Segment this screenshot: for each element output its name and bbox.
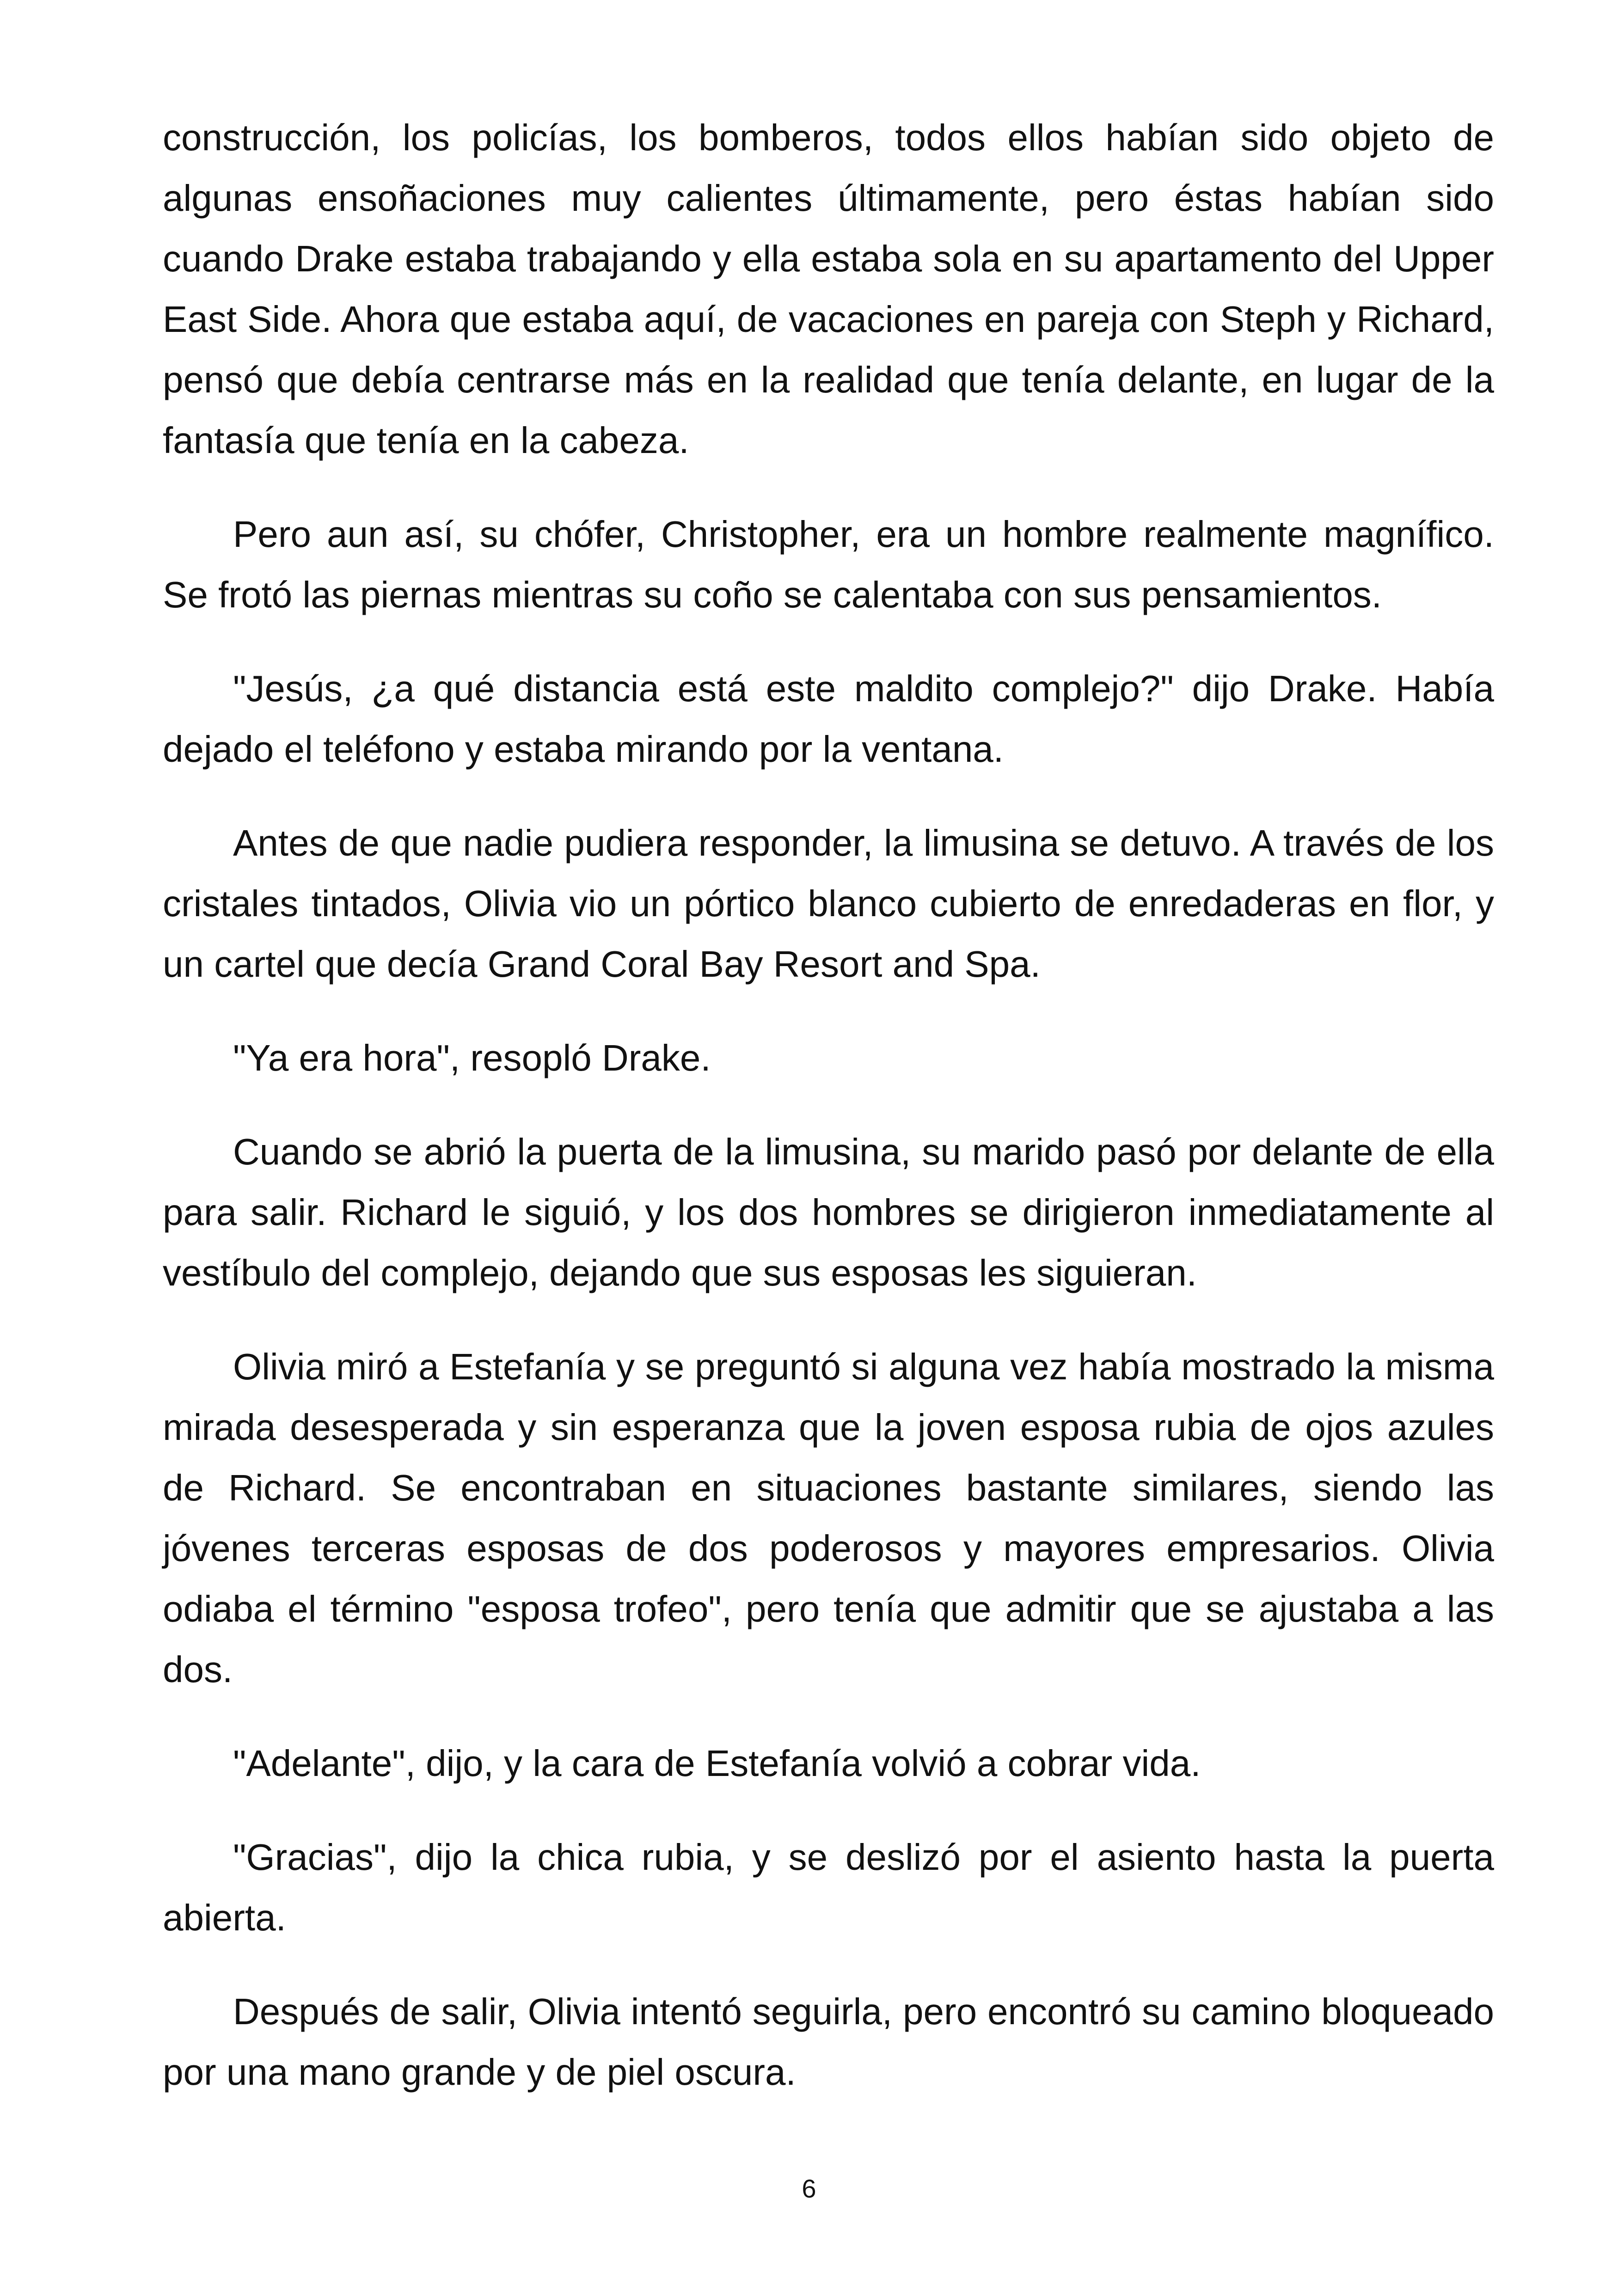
paragraph: Cuando se abrió la puerta de la limusina, su marido pasó por delante de ella para salir. Richard le siguió, y los dos hombres se dirigieron inmediatamente al vestíbulo del complejo, dejando que sus esposas les siguieran. (163, 1131, 1494, 1293)
paragraph: "Adelante", dijo, y la cara de Estefanía volvió a cobrar vida. (233, 1743, 1201, 1784)
paragraph: Después de salir, Olivia intentó seguirla, pero encontró su camino bloqueado por una mano grande y de piel oscura. (163, 1991, 1494, 2093)
paragraph: "Gracias", dijo la chica rubia, y se deslizó por el asiento hasta la puerta abierta. (163, 1837, 1494, 1938)
page-text-body (163, 107, 1494, 2136)
paragraph: "Ya era hora", resopló Drake. (233, 1037, 711, 1078)
paragraph: Antes de que nadie pudiera responder, la limusina se detuvo. A través de los cristales tintados, Olivia vio un pórtico blanco cubierto de enredaderas en flor, y un cartel que decía Grand Coral Bay Resort and Spa. (163, 822, 1494, 985)
paragraph: "Jesús, ¿a qué distancia está este maldito complejo?" dijo Drake. Había dejado el teléfono y estaba mirando por la ventana. (163, 668, 1494, 770)
paragraph: construcción, los policías, los bomberos, todos ellos habían sido objeto de algunas ensoñaciones muy calientes últimamente, pero éstas habían sido cuando Drake estaba trabajando y ella estaba sola en su apartamento del Upper East Side. Ahora que estaba aquí, de vacaciones en pareja con Steph y Richard, pensó que debía centrarse más en la realidad que tenía delante, en lugar de la fantasía que tenía en la cabeza. (163, 117, 1494, 461)
paragraph: Pero aun así, su chófer, Christopher, era un hombre realmente magnífico. Se frotó las piernas mientras su coño se calentaba con sus pensamientos. (163, 514, 1494, 615)
paragraph: Olivia miró a Estefanía y se preguntó si alguna vez había mostrado la misma mirada desesperada y sin esperanza que la joven esposa rubia de ojos azules de Richard. Se encontraban en situaciones bastante similares, siendo las jóvenes terceras esposas de dos poderosos y mayores empresarios. Olivia odiaba el término "esposa trofeo", pero tenía que admitir que se ajustaba a las dos. (163, 1346, 1494, 1690)
page-number: 6 (802, 2174, 816, 2203)
